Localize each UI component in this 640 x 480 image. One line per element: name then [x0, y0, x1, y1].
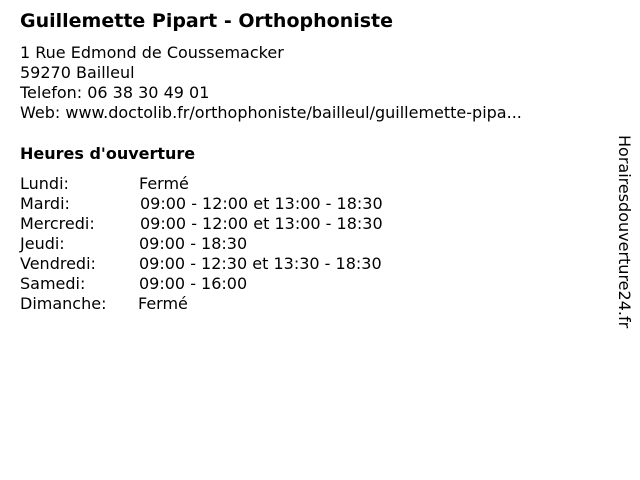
day-label: Vendredi:: [20, 254, 96, 273]
opening-hours-table: [20, 174, 440, 314]
time-value: 09:00 - 12:30 et 13:30 - 18:30: [139, 254, 382, 273]
day-label: Lundi:: [20, 174, 69, 193]
phone-line: Telefon: 06 38 30 49 01: [20, 83, 210, 102]
time-value: 09:00 - 18:30: [139, 234, 248, 253]
day-label: Mercredi:: [20, 214, 95, 233]
time-value: Fermé: [139, 174, 189, 193]
time-value: 09:00 - 16:00: [139, 274, 248, 293]
opening-hours-heading: Heures d'ouverture: [20, 144, 196, 163]
website-line: Web: www.doctolib.fr/orthophoniste/bailleul/guillemette-pipa...: [20, 103, 522, 122]
hours-row-thursday: [20, 234, 440, 254]
time-value: 09:00 - 12:00 et 13:00 - 18:30: [140, 194, 383, 213]
hours-row-monday: [20, 174, 440, 194]
hours-row-saturday: [20, 274, 440, 294]
day-label: Mardi:: [20, 194, 70, 213]
time-value: Fermé: [138, 294, 188, 313]
hours-row-friday: [20, 254, 440, 274]
contact-info: [20, 43, 522, 123]
day-label: Jeudi:: [20, 234, 65, 253]
address-city: 59270 Bailleul: [20, 63, 135, 82]
day-label: Samedi:: [20, 274, 86, 293]
address-street: 1 Rue Edmond de Coussemacker: [20, 43, 284, 62]
hours-row-wednesday: [20, 214, 440, 234]
business-title: Guillemette Pipart - Orthophoniste: [20, 10, 394, 32]
day-label: Dimanche:: [20, 294, 107, 313]
hours-row-sunday: [20, 294, 440, 314]
site-watermark: Horairesdouverture24.fr: [615, 135, 634, 329]
time-value: 09:00 - 12:00 et 13:00 - 18:30: [140, 214, 383, 233]
hours-row-tuesday: [20, 194, 440, 214]
